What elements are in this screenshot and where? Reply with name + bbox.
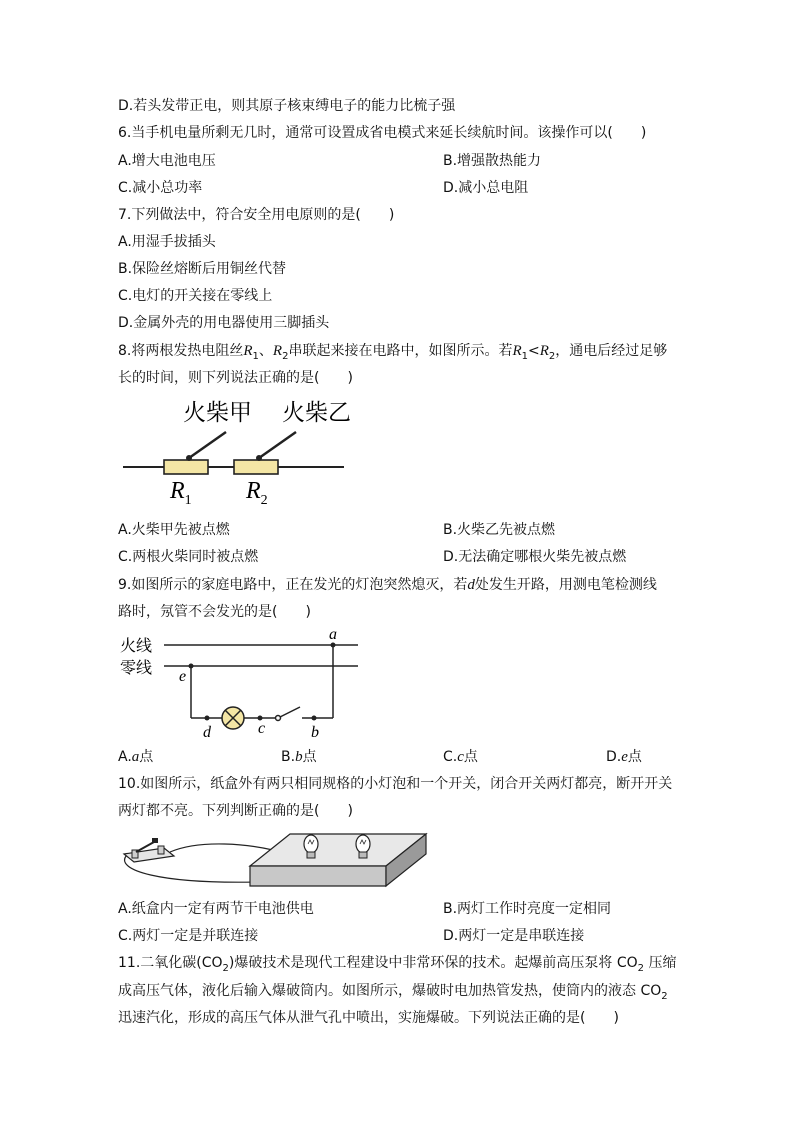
q7-option-c: C.电灯的开关接在零线上 — [118, 288, 273, 304]
label-match-yi: 火柴乙 — [282, 400, 351, 426]
q8-stem-line1 — [118, 341, 667, 367]
q7-option-d: D.金属外壳的用电器使用三脚插头 — [118, 315, 330, 331]
q8-option-a: A.火柴甲先被点燃 — [118, 522, 230, 538]
q9-stem-line1 — [118, 575, 657, 595]
match-jia — [189, 432, 226, 458]
r2-symbol: R — [539, 343, 549, 359]
q8-option-c: C.两根火柴同时被点燃 — [118, 549, 259, 565]
resistor-r2 — [234, 460, 278, 474]
q10-option-a: A.纸盒内一定有两节干电池供电 — [118, 901, 314, 917]
q8-option-d: D.无法确定哪根火柴先被点燃 — [443, 549, 627, 565]
q8-stem-text: ，通电后经过足够 — [555, 343, 668, 359]
knife-switch-icon — [124, 838, 174, 862]
q10-box-figure — [118, 826, 428, 898]
label-live-wire: 火线 — [120, 636, 153, 655]
label-r1: $R_1$ — [170, 478, 192, 508]
label-c: c — [258, 720, 266, 737]
q9-option-c: C.c点 — [443, 749, 478, 765]
less-than-sign: < — [528, 343, 540, 359]
label-neutral-wire: 零线 — [120, 658, 153, 677]
r2-subscript: 2 — [548, 350, 556, 362]
q11-stem-line3: 迅速汽化，形成的高压气体从泄气孔中喷出，实施爆破。下列说法正确的是( ) — [118, 1010, 619, 1026]
q9-option-b: B.b点 — [281, 749, 317, 765]
r2-subscript: 2 — [282, 350, 289, 362]
separator: 、 — [258, 343, 273, 359]
q9-stem-line2: 路时，氖管不会发光的是( ) — [118, 604, 311, 620]
q6-option-a: A.增大电池电压 — [118, 153, 216, 169]
q7-option-a: A.用湿手拔插头 — [118, 234, 216, 250]
r1-subscript: 1 — [521, 350, 528, 362]
q8-stem-line2: 长的时间，则下列说法正确的是( ) — [118, 370, 353, 386]
label-match-jia: 火柴甲 — [183, 400, 252, 426]
q7-stem: 7.下列做法中，符合安全用电原则的是( ) — [118, 207, 395, 223]
q11-stem-line2: 成高压气体，液化后输入爆破筒内。如图所示，爆破时电加热管发热，使筒内的液态 $CO_2$ — [118, 983, 668, 1002]
r1-subscript: 1 — [252, 350, 259, 362]
q6-option-b: B.增强散热能力 — [443, 153, 542, 169]
label-r2: $R_2$ — [246, 478, 268, 508]
point-d-var: d — [467, 577, 475, 593]
lamp-icon — [222, 707, 244, 729]
q9-option-a: A.a点 — [118, 749, 154, 765]
r1-symbol: R — [512, 343, 522, 359]
q8-option-b: B.火柴乙先被点燃 — [443, 522, 556, 538]
q9-stem-text: 9.如图所示的家庭电路中，正在发光的灯泡突然熄灭，若 — [118, 577, 468, 593]
q10-option-d: D.两灯一定是串联连接 — [443, 928, 585, 944]
resistor-r1 — [164, 460, 208, 474]
match-yi — [259, 432, 296, 458]
q6-stem: 6.当手机电量所剩无几时，通常可设置成省电模式来延长续航时间。该操作可以( ) — [118, 125, 647, 141]
paper-box — [250, 834, 426, 886]
q5-option-d: D.若头发带正电，则其原子核束缚电子的能力比梳子强 — [118, 98, 456, 114]
q8-stem-text: 8.将两根发热电阻丝 — [118, 343, 244, 359]
q8-stem-text: 串联起来接在电路中，如图所示。若 — [288, 343, 513, 359]
q10-stem-line2: 两灯都不亮。下列判断正确的是( ) — [118, 803, 353, 819]
label-d: d — [203, 724, 211, 741]
q9-stem-text: 处发生开路，用测电笔检测线 — [474, 577, 657, 593]
label-b: b — [311, 724, 319, 741]
q7-option-b: B.保险丝熔断后用铜丝代替 — [118, 261, 287, 277]
q10-stem-line1: 10.如图所示，纸盒外有两只相同规格的小灯泡和一个开关，闭合开关两灯都亮，断开开关 — [118, 776, 673, 792]
label-a: a — [329, 626, 337, 643]
q10-option-c: C.两灯一定是并联连接 — [118, 928, 259, 944]
switch-blade — [280, 707, 300, 717]
q9-option-d: D.e点 — [606, 749, 642, 765]
q6-option-c: C.减小总功率 — [118, 180, 203, 196]
label-e: e — [179, 668, 187, 685]
q9-circuit-figure — [118, 624, 368, 744]
q6-option-d: D.减小总电阻 — [443, 180, 529, 196]
r1-symbol: R — [243, 343, 253, 359]
q11-stem-line1: 11.二氧化碳$(CO_2)$爆破技术是现代工程建设中非常环保的技术。起爆前高压泵将 $CO_2$ 压缩 — [118, 955, 677, 974]
q10-option-b: B.两灯工作时亮度一定相同 — [443, 901, 612, 917]
r2-symbol: R — [272, 343, 283, 359]
q8-resistor-figure — [118, 392, 368, 512]
